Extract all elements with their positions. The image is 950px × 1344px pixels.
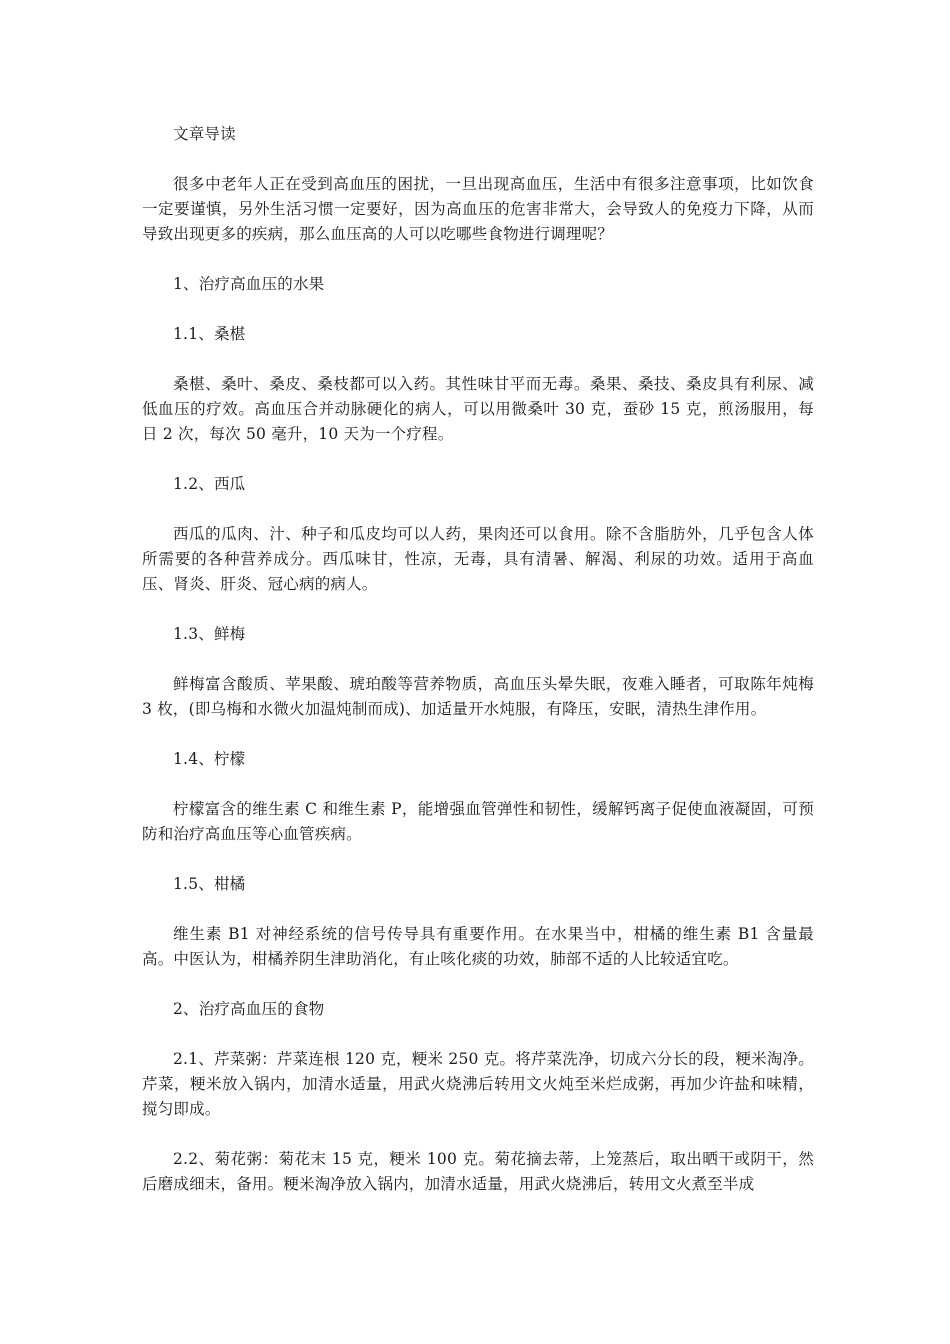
subheading-mulberry: 1.1、桑椹 xyxy=(173,325,246,343)
paragraph-plum: 鲜梅富含酸质、苹果酸、琥珀酸等营养物质，高血压头晕失眠，夜难入睡者，可取陈年炖梅 3 枚，(即乌梅和水微火加温炖制而成)、加适量开水炖服，有降压，安眠，清热生津作用。 xyxy=(142,675,814,718)
intro-paragraph: 很多中老年人正在受到高血压的困扰，一旦出现高血压，生活中有很多注意事项，比如饮食一定要谨慎，另外生活习惯一定要好，因为高血压的危害非常大，会导致人的免疫力下降，从而导致出现更多的疾病，那么血压高的人可以吃哪些食物进行调理呢？ xyxy=(142,175,814,243)
subheading-citrus: 1.5、柑橘 xyxy=(173,875,246,893)
section-heading-fruits: 1、治疗高血压的水果 xyxy=(173,275,325,293)
paragraph-chrysanthemum-porridge: 2.2、菊花粥：菊花末 15 克，粳米 100 克。菊花摘去蒂，上笼蒸后，取出晒干或阴干，然后磨成细末，备用。粳米淘净放入锅内，加清水适量，用武火烧沸后，转用文火煮至半成 xyxy=(142,1150,814,1193)
section-heading-intro: 文章导读 xyxy=(173,125,236,143)
paragraph-lemon: 柠檬富含的维生素 C 和维生素 P，能增强血管弹性和韧性，缓解钙离子促使血液凝固，可预防和治疗高血压等心血管疾病。 xyxy=(142,800,814,843)
section-heading-foods: 2、治疗高血压的食物 xyxy=(173,1000,325,1018)
paragraph-mulberry: 桑椹、桑叶、桑皮、桑枝都可以入药。其性味甘平而无毒。桑果、桑技、桑皮具有利尿、减低血压的疗效。高血压合并动脉硬化的病人，可以用微桑叶 30 克，蚕砂 15 克，煎汤服用，每日 2 次，每次 50 毫升，10 天为一个疗程。 xyxy=(142,375,814,443)
paragraph-celery-porridge: 2.1、芹菜粥：芹菜连根 120 克，粳米 250 克。将芹菜洗净，切成六分长的段，粳米淘净。芹菜，粳米放入锅内，加清水适量，用武火烧沸后转用文火炖至米烂成粥，再加少许盐和味精，搅匀即成。 xyxy=(142,1050,814,1118)
document-body xyxy=(142,122,814,1197)
paragraph-watermelon: 西瓜的瓜肉、汁、种子和瓜皮均可以人药，果肉还可以食用。除不含脂肪外，几乎包含人体所需要的各种营养成分。西瓜味甘，性凉，无毒，具有清暑、解渴、利尿的功效。适用于高血压、肾炎、肝炎、冠心病的病人。 xyxy=(142,525,814,593)
subheading-watermelon: 1.2、西瓜 xyxy=(173,475,246,493)
subheading-lemon: 1.4、柠檬 xyxy=(173,750,246,768)
subheading-plum: 1.3、鲜梅 xyxy=(173,625,246,643)
paragraph-citrus: 维生素 B1 对神经系统的信号传导具有重要作用。在水果当中，柑橘的维生素 B1 含量最高。中医认为，柑橘养阴生津助消化，有止咳化痰的功效，肺部不适的人比较适宜吃。 xyxy=(142,925,814,968)
